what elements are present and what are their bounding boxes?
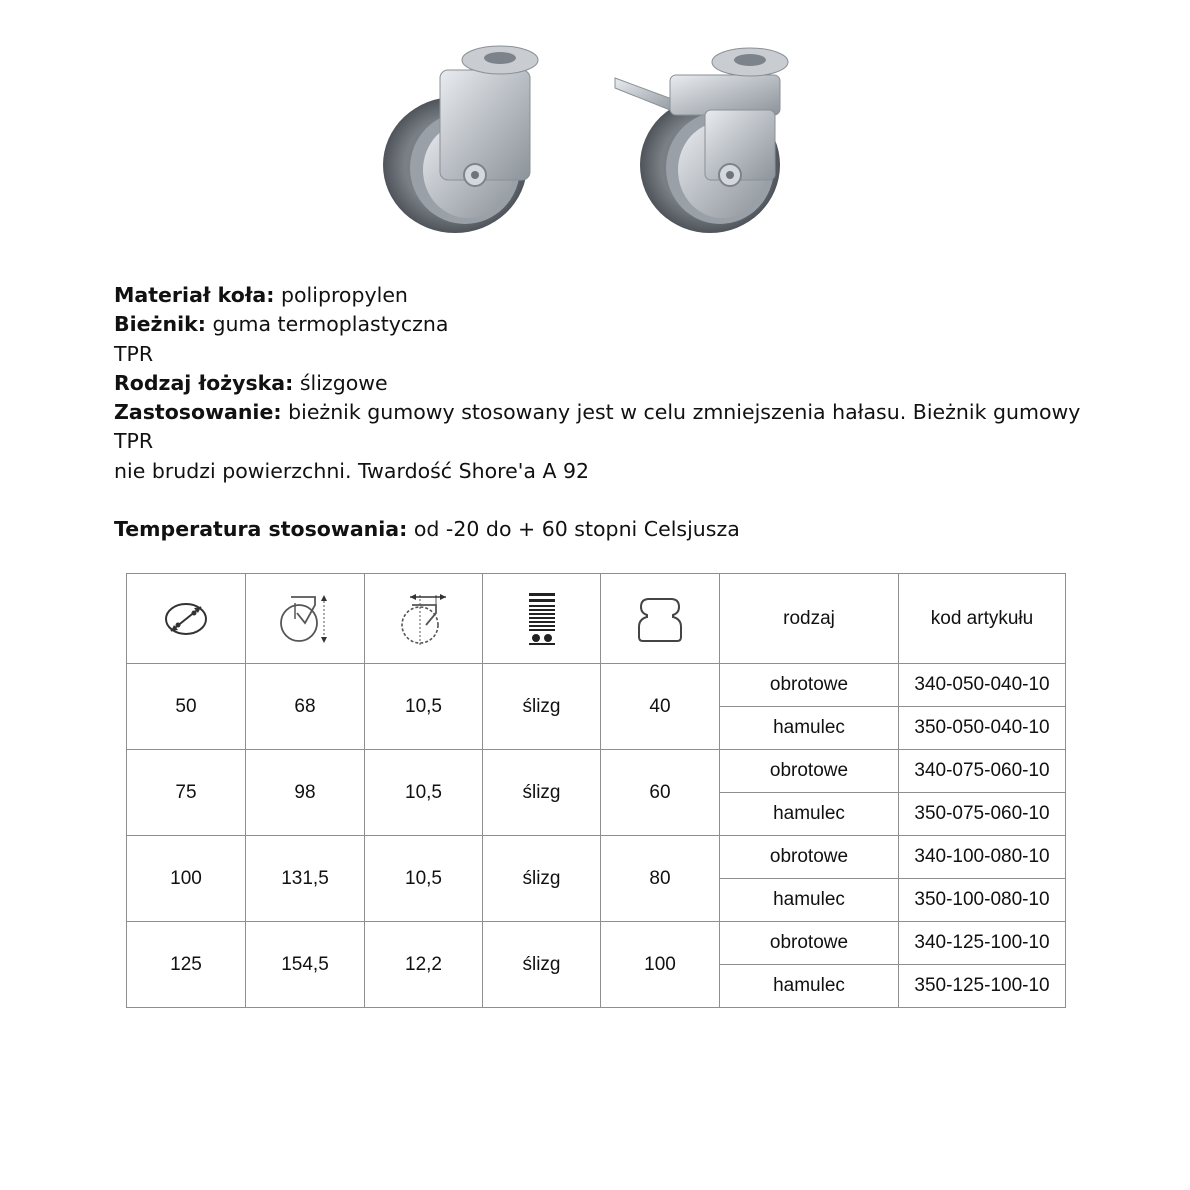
spec-value: od -20 do + 60 stopni Celsjusza bbox=[413, 517, 740, 542]
cell-type: hamulec bbox=[720, 965, 899, 1008]
header-height bbox=[246, 574, 365, 664]
spec-usage bbox=[114, 398, 1094, 457]
cell-type: obrotowe bbox=[720, 922, 899, 965]
cell-load: 80 bbox=[601, 836, 720, 922]
cell-code: 350-050-040-10 bbox=[899, 707, 1066, 750]
header-load bbox=[601, 574, 720, 664]
cell-code: 350-125-100-10 bbox=[899, 965, 1066, 1008]
cell-type: hamulec bbox=[720, 879, 899, 922]
header-type: rodzaj bbox=[720, 574, 899, 664]
cell-bearing: ślizg bbox=[483, 664, 601, 750]
spec-label: Materiał koła: bbox=[114, 283, 275, 307]
cell-code: 340-075-060-10 bbox=[899, 750, 1066, 793]
spec-tread-continued: TPR bbox=[114, 341, 154, 366]
cell-type: obrotowe bbox=[720, 664, 899, 707]
cell-code: 340-100-080-10 bbox=[899, 836, 1066, 879]
offset-icon bbox=[396, 591, 452, 647]
header-code: kod artykułu bbox=[899, 574, 1066, 664]
cell-height: 154,5 bbox=[246, 922, 365, 1008]
table-row bbox=[127, 836, 1066, 879]
cell-code: 350-075-060-10 bbox=[899, 793, 1066, 836]
table-header-row bbox=[127, 574, 1066, 664]
bearing-type-icon bbox=[527, 592, 557, 646]
table-row bbox=[127, 664, 1066, 707]
cell-height: 131,5 bbox=[246, 836, 365, 922]
product-photos bbox=[370, 40, 820, 240]
cell-load: 100 bbox=[601, 922, 720, 1008]
cell-diameter: 125 bbox=[127, 922, 246, 1008]
cell-height: 68 bbox=[246, 664, 365, 750]
cell-load: 40 bbox=[601, 664, 720, 750]
cell-code: 340-050-040-10 bbox=[899, 664, 1066, 707]
spec-material bbox=[114, 281, 1094, 310]
header-diameter bbox=[127, 574, 246, 664]
cell-bearing: ślizg bbox=[483, 836, 601, 922]
spec-value: guma termoplastyczna bbox=[212, 312, 449, 337]
cell-diameter: 50 bbox=[127, 664, 246, 750]
cell-offset: 12,2 bbox=[365, 922, 483, 1008]
cell-type: obrotowe bbox=[720, 836, 899, 879]
header-bearing bbox=[483, 574, 601, 664]
cell-diameter: 75 bbox=[127, 750, 246, 836]
header-offset bbox=[365, 574, 483, 664]
specs-block bbox=[114, 281, 1094, 544]
spec-tread bbox=[114, 310, 1094, 339]
cell-bearing: ślizg bbox=[483, 922, 601, 1008]
spec-temperature bbox=[114, 515, 1094, 544]
cell-diameter: 100 bbox=[127, 836, 246, 922]
cell-height: 98 bbox=[246, 750, 365, 836]
spec-usage-continued: nie brudzi powierzchni. Twardość Shore'a A 92 bbox=[114, 458, 590, 483]
cell-type: hamulec bbox=[720, 707, 899, 750]
swivel-caster-image bbox=[370, 40, 550, 240]
cell-offset: 10,5 bbox=[365, 664, 483, 750]
spec-label: Rodzaj łożyska: bbox=[114, 370, 294, 395]
spec-label: Zastosowanie: bbox=[114, 400, 282, 425]
cell-type: hamulec bbox=[720, 793, 899, 836]
spec-table bbox=[126, 573, 1066, 1008]
cell-load: 60 bbox=[601, 750, 720, 836]
cell-offset: 10,5 bbox=[365, 750, 483, 836]
total-height-icon bbox=[277, 593, 333, 645]
spec-label: Temperatura stosowania: bbox=[114, 517, 408, 542]
cell-offset: 10,5 bbox=[365, 836, 483, 922]
table-row bbox=[127, 750, 1066, 793]
spacer bbox=[114, 486, 1094, 515]
cell-code: 340-125-100-10 bbox=[899, 922, 1066, 965]
wheel-diameter-icon bbox=[163, 599, 209, 639]
brake-caster-image bbox=[610, 40, 810, 240]
cell-type: obrotowe bbox=[720, 750, 899, 793]
spec-value: polipropylen bbox=[281, 283, 408, 307]
spec-label: Bieżnik: bbox=[114, 312, 206, 337]
load-capacity-icon bbox=[635, 595, 685, 643]
cell-bearing: ślizg bbox=[483, 750, 601, 836]
spec-value: ślizgowe bbox=[299, 370, 388, 395]
spec-value: bieżnik gumowy stosowany jest w celu zmniejszenia hałasu. Bieżnik gumowy TPR bbox=[114, 400, 1081, 454]
cell-code: 350-100-080-10 bbox=[899, 879, 1066, 922]
table-row bbox=[127, 922, 1066, 965]
spec-bearing bbox=[114, 369, 1094, 398]
